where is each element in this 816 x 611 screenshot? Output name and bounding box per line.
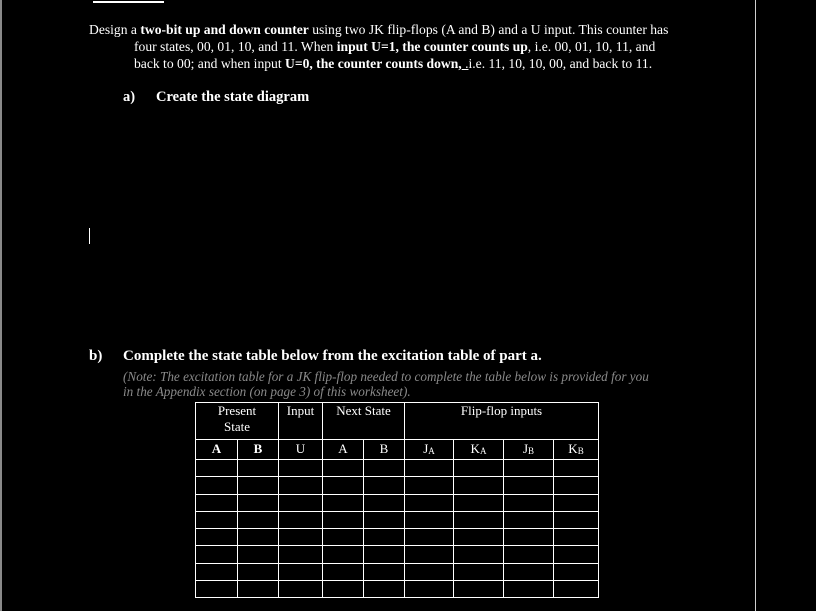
- part-b-letter: b): [89, 348, 103, 364]
- col-ja-sub: A: [428, 446, 435, 456]
- table-cell[interactable]: [504, 477, 554, 494]
- table-cell[interactable]: [238, 581, 279, 598]
- table-cell[interactable]: [454, 529, 504, 546]
- table-row: [196, 494, 599, 511]
- table-cell[interactable]: [554, 460, 599, 477]
- col-jb-main: J: [522, 441, 529, 456]
- intro-text: back to 00; and when input: [134, 56, 286, 71]
- table-cell[interactable]: [454, 546, 504, 563]
- part-a-letter: a): [123, 89, 136, 105]
- intro-emphasis: input U=1, the counter counts up: [336, 39, 528, 54]
- part-b-note-line-2: in the Appendix section (on page 3) of this worksheet).: [123, 384, 411, 399]
- table-cell[interactable]: [196, 477, 238, 494]
- col-next-b: B: [364, 440, 405, 460]
- table-cell[interactable]: [238, 511, 279, 528]
- text-cursor: [89, 228, 90, 244]
- table-cell[interactable]: [454, 477, 504, 494]
- table-row: [196, 581, 599, 598]
- table-cell[interactable]: [364, 494, 405, 511]
- table-cell[interactable]: [323, 460, 364, 477]
- table-cell[interactable]: [323, 563, 364, 580]
- page-right-edge: [755, 0, 756, 611]
- table-cell[interactable]: [279, 546, 323, 563]
- table-cell[interactable]: [364, 546, 405, 563]
- table-cell[interactable]: [405, 460, 454, 477]
- table-cell[interactable]: [554, 563, 599, 580]
- table-cell[interactable]: [554, 511, 599, 528]
- table-cell[interactable]: [323, 511, 364, 528]
- intro-emphasis-comma: ,: [458, 56, 462, 71]
- table-cell[interactable]: [554, 581, 599, 598]
- col-ja: [405, 440, 454, 460]
- table-cell[interactable]: [323, 494, 364, 511]
- table-cell[interactable]: [323, 477, 364, 494]
- table-cell[interactable]: [554, 529, 599, 546]
- header-rule: [93, 1, 164, 3]
- table-cell[interactable]: [238, 494, 279, 511]
- table-cell[interactable]: [196, 563, 238, 580]
- intro-text: , i.e. 00, 01, 10, 11, and: [527, 39, 656, 54]
- table-cell[interactable]: [196, 546, 238, 563]
- intro-text: four states, 00, 01, 10, and 11. When: [134, 39, 337, 54]
- table-cell[interactable]: [238, 529, 279, 546]
- table-cell[interactable]: [405, 581, 454, 598]
- intro-line-3: [134, 55, 652, 72]
- input-header: Input: [279, 403, 323, 440]
- col-kb-main: K: [568, 441, 578, 456]
- table-cell[interactable]: [196, 511, 238, 528]
- table-cell[interactable]: [504, 494, 554, 511]
- table-cell[interactable]: [454, 511, 504, 528]
- col-present-b: B: [238, 440, 279, 460]
- col-jb-sub: B: [528, 446, 535, 456]
- table-cell[interactable]: [405, 477, 454, 494]
- table-cell[interactable]: [238, 546, 279, 563]
- intro-emphasis: U=0, the counter counts down: [285, 56, 459, 71]
- table-cell[interactable]: [323, 546, 364, 563]
- col-input-u: U: [279, 440, 323, 460]
- table-cell[interactable]: [454, 563, 504, 580]
- table-cell[interactable]: [323, 529, 364, 546]
- table-cell[interactable]: [405, 563, 454, 580]
- table-cell[interactable]: [405, 546, 454, 563]
- table-cell[interactable]: [504, 529, 554, 546]
- table-cell[interactable]: [504, 546, 554, 563]
- present-state-label-1: Present: [217, 403, 257, 418]
- table-cell[interactable]: [504, 563, 554, 580]
- edit-mark: .: [461, 56, 469, 71]
- table-cell[interactable]: [196, 460, 238, 477]
- table-cell[interactable]: [504, 511, 554, 528]
- col-ka-sub: A: [479, 446, 487, 456]
- col-ja-main: J: [423, 441, 429, 456]
- col-jb: [504, 440, 554, 460]
- table-row: [196, 563, 599, 580]
- col-next-a: A: [323, 440, 364, 460]
- table-column-header-row: [196, 440, 599, 460]
- table-cell[interactable]: [279, 511, 323, 528]
- table-cell[interactable]: [279, 477, 323, 494]
- intro-text: i.e. 11, 10, 10, 00, and back to 11.: [468, 56, 653, 71]
- col-kb: [554, 440, 599, 460]
- table-cell[interactable]: [196, 581, 238, 598]
- col-ka: [454, 440, 504, 460]
- table-cell[interactable]: [364, 460, 405, 477]
- intro-line-1: [89, 21, 668, 38]
- table-cell[interactable]: [279, 494, 323, 511]
- table-cell[interactable]: [405, 511, 454, 528]
- table-cell[interactable]: [364, 529, 405, 546]
- table-cell[interactable]: [238, 460, 279, 477]
- table-cell[interactable]: [504, 460, 554, 477]
- part-b-heading: Complete the state table below from the excitation table of part a.: [123, 348, 542, 364]
- part-b-note-line-1: (Note: The excitation table for a JK flip-flop needed to complete the table below is provided for you: [123, 369, 649, 384]
- part-a-heading: Create the state diagram: [156, 89, 310, 105]
- table-cell[interactable]: [323, 581, 364, 598]
- present-state-header: [196, 403, 279, 440]
- present-state-label-2: State: [224, 419, 250, 434]
- intro-text: using two JK flip-flops (A and B) and a U input. This counter has: [308, 22, 669, 37]
- col-kb-sub: B: [577, 446, 584, 456]
- table-cell[interactable]: [454, 460, 504, 477]
- table-cell[interactable]: [554, 477, 599, 494]
- table-cell[interactable]: [279, 460, 323, 477]
- table-cell[interactable]: [238, 477, 279, 494]
- table-cell[interactable]: [364, 581, 405, 598]
- table-cell[interactable]: [279, 581, 323, 598]
- col-ka-main: K: [470, 441, 480, 456]
- next-state-header: Next State: [323, 403, 405, 440]
- table-cell[interactable]: [405, 494, 454, 511]
- table-cell[interactable]: [238, 563, 279, 580]
- table-cell[interactable]: [554, 494, 599, 511]
- page-left-edge: [0, 0, 2, 611]
- table-row: [196, 529, 599, 546]
- table-cell[interactable]: [454, 581, 504, 598]
- table-row: [196, 546, 599, 563]
- table-row: [196, 460, 599, 477]
- table-cell[interactable]: [279, 563, 323, 580]
- state-table: [195, 402, 599, 598]
- table-cell[interactable]: [504, 581, 554, 598]
- intro-line-2: [134, 38, 655, 55]
- intro-text: Design a: [89, 22, 141, 37]
- table-cell[interactable]: [454, 494, 504, 511]
- table-cell[interactable]: [364, 511, 405, 528]
- table-cell[interactable]: [364, 563, 405, 580]
- intro-emphasis: two-bit up and down counter: [140, 22, 309, 37]
- table-cell[interactable]: [554, 546, 599, 563]
- table-row: [196, 511, 599, 528]
- table-cell[interactable]: [364, 477, 405, 494]
- flip-flop-inputs-header: Flip-flop inputs: [405, 403, 599, 440]
- table-cell[interactable]: [196, 494, 238, 511]
- table-group-header-row: [196, 403, 599, 440]
- table-cell[interactable]: [196, 529, 238, 546]
- col-present-a: A: [196, 440, 238, 460]
- table-cell[interactable]: [279, 529, 323, 546]
- table-cell[interactable]: [405, 529, 454, 546]
- table-row: [196, 477, 599, 494]
